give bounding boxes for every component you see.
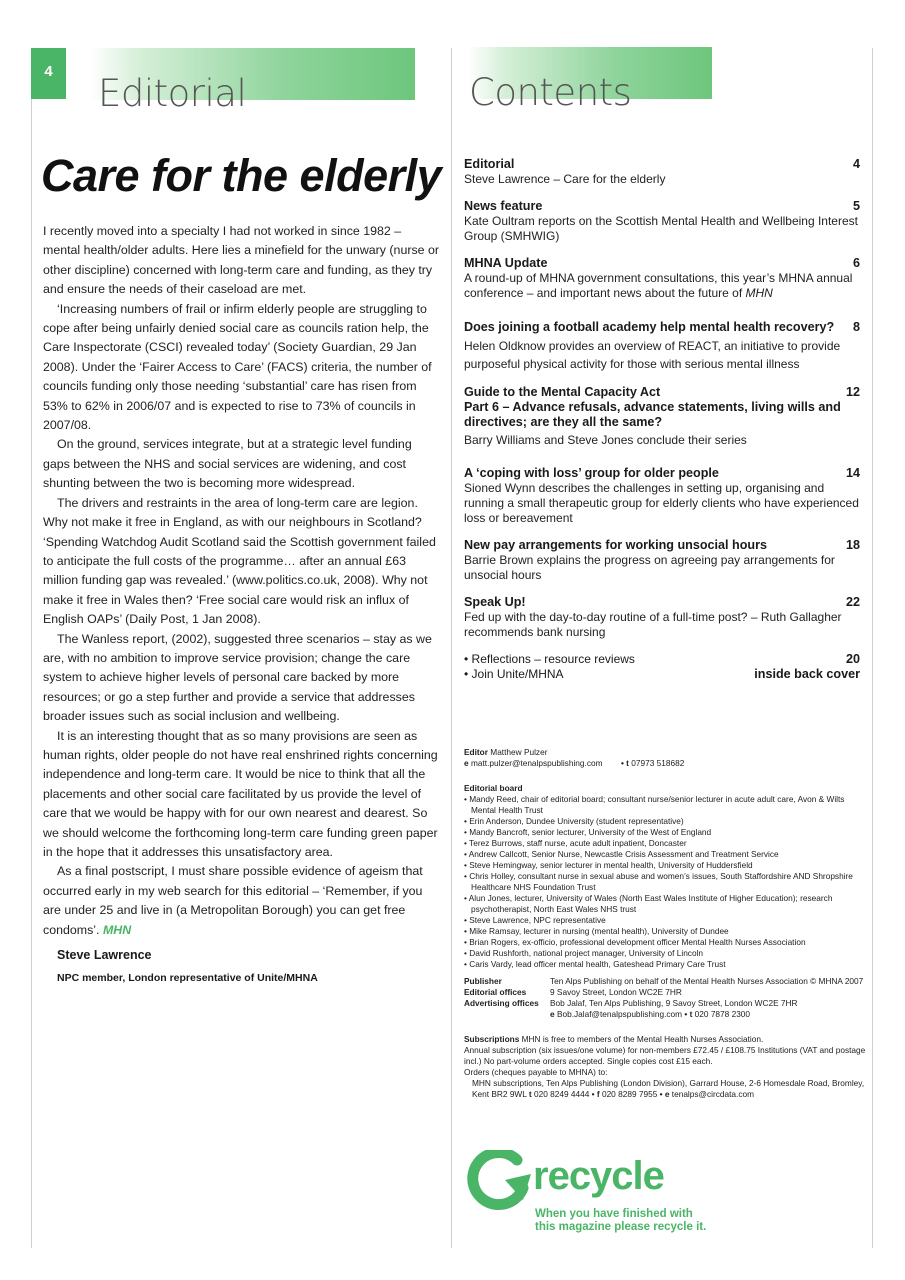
board-member: • Brian Rogers, ex-officio, professional development officer Mental Health Nurses Association bbox=[464, 937, 806, 947]
advertising-label: Advertising offices bbox=[464, 998, 539, 1008]
left-margin-line bbox=[31, 48, 32, 1248]
editorial-section-title: Editorial bbox=[98, 72, 247, 115]
subs-address-block bbox=[464, 1078, 869, 1100]
entry-page: 6 bbox=[852, 256, 860, 270]
entry-page: 18 bbox=[845, 538, 860, 552]
entry-title: News feature bbox=[464, 199, 543, 213]
adv-phone-label: • t bbox=[684, 1009, 693, 1019]
publisher-label: Publisher bbox=[464, 976, 502, 986]
editorial-body bbox=[43, 222, 440, 940]
offices-label: Editorial offices bbox=[464, 987, 527, 997]
publisher-table bbox=[464, 976, 869, 1020]
editorial-signature bbox=[57, 948, 318, 984]
editorial-paragraph: ‘Increasing numbers of frail or infirm elderly people are struggling to cope after being unfairly denied social care as councils ration help, the Care Inspectorate (CSCI) revealed today’ (Society Guardian, 29 Jan 2008). Under the ‘Fairer Access to Care’ (FACS) criteria, the number of councils funding only those needing ‘substantial’ care has risen from 53% to 62% in 2006/07 and is expected to rise to 73% of councils in 2007/08. bbox=[43, 301, 432, 433]
entry-description-text: A round-up of MHNA government consultations, this year’s MHNA annual conference – and important news about the future of bbox=[464, 271, 853, 300]
board-member: • Caris Vardy, lead officer mental health, Gateshead Primary Care Trust bbox=[464, 959, 726, 969]
entry-description: Kate Oultram reports on the Scottish Mental Health and Wellbeing Interest Group (SMHWIG) bbox=[464, 214, 858, 243]
board-member: • Terez Burrows, staff nurse, acute adult inpatient, Doncaster bbox=[464, 838, 687, 848]
subs-line3: Orders (cheques payable to MHNA) to: bbox=[464, 1067, 608, 1077]
board-member: • Mike Ramsay, lecturer in nursing (mental health), University of Dundee bbox=[464, 926, 729, 936]
subs-t-label: t bbox=[528, 1089, 532, 1099]
entry-title: Does joining a football academy help mental health recovery? bbox=[464, 320, 835, 334]
recycle-tagline-1: When you have finished with bbox=[535, 1208, 693, 1220]
board-label: Editorial board bbox=[464, 783, 523, 793]
entry-page: 4 bbox=[852, 157, 860, 171]
editorial-paragraph: The Wanless report, (2002), suggested three scenarios – stay as we are, with no ambition to improve service provision; change the care system to achieve higher levels of personal care backed by more resources; or go a step further and provide a service that addresses broader issues such as social inclusion and wellbeing. bbox=[43, 631, 432, 724]
author-name: Steve Lawrence bbox=[57, 948, 152, 962]
contents-entry[interactable] bbox=[464, 320, 860, 373]
entry-description: Steve Lawrence – Care for the elderly bbox=[464, 172, 666, 186]
contents-entry[interactable] bbox=[464, 538, 860, 583]
mhn-end-tag: MHN bbox=[102, 922, 132, 937]
entry-description: Barry Williams and Steve Jones conclude their series bbox=[464, 433, 747, 447]
board-member: • Andrew Callcott, Senior Nurse, Newcastle Crisis Assessment and Treatment Service bbox=[464, 849, 779, 859]
subs-address: MHN subscriptions, Ten Alps Publishing (London Division), Garrard House, 2-6 Homesdale Road, Bromley, Kent BR2 9WL bbox=[472, 1078, 865, 1099]
editor-label: Editor bbox=[464, 747, 488, 757]
entry-description: Sioned Wynn describes the challenges in setting up, organising and running a small therapeutic group for elderly clients who have experienced loss or bereavement bbox=[464, 481, 859, 525]
entry-page: 5 bbox=[852, 199, 860, 213]
editor-phone: 07973 518682 bbox=[631, 758, 685, 768]
entry-title: Guide to the Mental Capacity Act bbox=[464, 385, 661, 399]
entry-title: A ‘coping with loss’ group for older people bbox=[464, 466, 719, 480]
adv-email-label: e bbox=[550, 1009, 555, 1019]
entry-page: 12 bbox=[845, 385, 860, 399]
editorial-final-text: As a final postscript, I must share possible evidence of ageism that occurred early in my web search for this editorial – ‘Remember, if you are under 25 and live in (a Metropolitan Borough) you can get free condoms’. bbox=[43, 864, 423, 937]
editorial-paragraph: The drivers and restraints in the area of long-term care are legion. Why not make it free in England, as with our neighbours in Scotland? ‘Spending Watchdog Audit Scotland said the Scottish government failed to anticipate the full costs of the programme… after an annual £63 million funding gap was revealed.’ (www.politics.co.uk, 2008). Why not make it free in Wales then? ‘Free social care would risk an influx of English OAPs’ (Daily Post, 1 Jan 2008). bbox=[43, 495, 436, 627]
extra-label: • Reflections – resource reviews bbox=[464, 652, 635, 666]
adv-phone: 020 7878 2300 bbox=[694, 1009, 751, 1019]
recycle-tagline-2: this magazine please recycle it. bbox=[535, 1221, 707, 1233]
editor-name: Matthew Pulzer bbox=[490, 747, 548, 757]
recycle-tagline bbox=[535, 1208, 706, 1234]
board-member: • Chris Holley, consultant nurse in sexual abuse and women’s issues, South Staffordshire AND Shropshire Healthcare NHS Foundation Trust bbox=[464, 871, 853, 892]
entry-title: Editorial bbox=[464, 157, 515, 171]
contents-entry[interactable] bbox=[464, 466, 860, 526]
entry-page: 14 bbox=[845, 466, 860, 480]
offices-value: 9 Savoy Street, London WC2E 7HR bbox=[550, 987, 682, 997]
advertising-value: Bob Jalaf, Ten Alps Publishing, 9 Savoy Street, London WC2E 7HR bbox=[550, 998, 798, 1008]
contents-extra-item[interactable] bbox=[464, 652, 860, 667]
entry-description: Helen Oldknow provides an overview of REACT, an initiative to provide purposeful physical activity for those with serious mental illness bbox=[464, 339, 841, 371]
subs-line2: Annual subscription (six issues/one volume) for non-members £72.45 / £108.75 Institutions (VAT and postage incl.) No part-volume orders accepted. Single copies cost £15 each. bbox=[464, 1045, 866, 1066]
editor-contact bbox=[464, 758, 869, 769]
entry-page: 22 bbox=[845, 595, 860, 609]
publisher-value: Ten Alps Publishing on behalf of the Mental Health Nurses Association © MHNA 2007 bbox=[550, 976, 864, 986]
entry-description: Barrie Brown explains the progress on agreeing pay arrangements for unsocial hours bbox=[464, 553, 835, 582]
author-role: NPC member, London representative of Unite/MHNA bbox=[57, 972, 318, 984]
masthead bbox=[464, 747, 869, 1100]
recycle-logo bbox=[465, 1148, 720, 1238]
email-label: e bbox=[464, 758, 469, 768]
contents-list bbox=[464, 157, 860, 682]
subs-f-label: • f bbox=[591, 1089, 600, 1099]
entry-description: Fed up with the day-to-day routine of a full-time post? – Ruth Gallagher recommends bank nursing bbox=[464, 610, 842, 639]
right-margin-line bbox=[872, 48, 873, 1248]
editorial-paragraph: On the ground, services integrate, but at a strategic level funding gaps between the NHS and social services are widening, and cost shunting between the two is becoming more widespread. bbox=[43, 437, 412, 491]
editor-line bbox=[464, 747, 869, 758]
phone-label: • t bbox=[620, 758, 629, 768]
contents-extra-item[interactable] bbox=[464, 667, 860, 682]
entry-description bbox=[464, 271, 860, 301]
entry-description-italic: MHN bbox=[745, 286, 773, 300]
board-member: • Mandy Reed, chair of editorial board; consultant nurse/senior lecturer in acute adult care, Avon & Wilts Mental Health Trust bbox=[464, 794, 845, 815]
board-member: • David Rushforth, national project manager, University of Lincoln bbox=[464, 948, 704, 958]
entry-title: MHNA Update bbox=[464, 256, 548, 270]
subs-e-label: • e bbox=[659, 1089, 670, 1099]
board-member: • Steve Hemingway, senior lecturer in mental health, University of Huddersfield bbox=[464, 860, 753, 870]
entry-page: 8 bbox=[852, 320, 860, 334]
editorial-paragraph: I recently moved into a specialty I had not worked in since 1982 – mental health/older adults. Here lies a minefield for the unwary (nurse or other discipline) concerned with long-term care and funding, as they try and ensure the needs of their caseload are met. bbox=[43, 224, 440, 297]
contents-entry[interactable] bbox=[464, 157, 860, 187]
editorial-board-list bbox=[464, 794, 869, 970]
editorial-final-paragraph bbox=[43, 862, 440, 940]
contents-section-title: Contents bbox=[469, 71, 632, 114]
extra-page: 20 bbox=[845, 652, 860, 666]
subs-fax: 020 8289 7955 bbox=[601, 1089, 658, 1099]
contents-entry[interactable] bbox=[464, 256, 860, 301]
extra-page: inside back cover bbox=[754, 667, 860, 681]
subs-phone: 020 8249 4444 bbox=[533, 1089, 590, 1099]
board-member: • Mandy Bancroft, senior lecturer, University of the West of England bbox=[464, 827, 712, 837]
contents-entry[interactable] bbox=[464, 385, 860, 448]
subs-label: Subscriptions bbox=[464, 1034, 520, 1044]
board-member: • Alun Jones, lecturer, University of Wales (North East Wales Institute of Higher Education); research psychotherapist, North East Wales NHS trust bbox=[464, 893, 833, 914]
editorial-paragraph: It is an interesting thought that as so many provisions are seen as human rights, older people do not have real enshrined rights concerning independence and long-term care. It would be nice to think that all the placements and other social care facilitated by us provide the level of care that we would be happy with for our own nearest and dearest. So we should welcome the forthcoming long-term care funding green paper in the hope that it addresses this unsatisfactory area. bbox=[43, 728, 438, 859]
board-member: • Steve Lawrence, NPC representative bbox=[464, 915, 606, 925]
adv-email[interactable]: Bob.Jalaf@tenalpspublishing.com bbox=[556, 1009, 683, 1019]
entry-title: New pay arrangements for working unsocial hours bbox=[464, 538, 768, 552]
column-divider-line bbox=[451, 48, 452, 1248]
entry-title: Speak Up! bbox=[464, 595, 526, 609]
extra-label: • Join Unite/MHNA bbox=[464, 667, 564, 681]
advertising-contact bbox=[550, 1009, 869, 1020]
editorial-headline: Care for the elderly bbox=[41, 150, 442, 201]
contents-entry[interactable] bbox=[464, 595, 860, 640]
board-member: • Erin Anderson, Dundee University (student representative) bbox=[464, 816, 684, 826]
subs-email[interactable]: tenalps@circdata.com bbox=[671, 1089, 754, 1099]
editor-email[interactable]: matt.pulzer@tenalpspublishing.com bbox=[470, 758, 603, 768]
entry-subtitle: Part 6 – Advance refusals, advance statements, living wills and directives; are they all the same? bbox=[464, 400, 841, 429]
subscriptions bbox=[464, 1034, 869, 1100]
recycle-word: recycle bbox=[533, 1154, 664, 1198]
contents-entry[interactable] bbox=[464, 199, 860, 244]
subs-line1: MHN is free to members of the Mental Health Nurses Association. bbox=[521, 1034, 764, 1044]
page-number: 4 bbox=[31, 48, 66, 99]
recycle-arrow-icon bbox=[465, 1150, 535, 1212]
